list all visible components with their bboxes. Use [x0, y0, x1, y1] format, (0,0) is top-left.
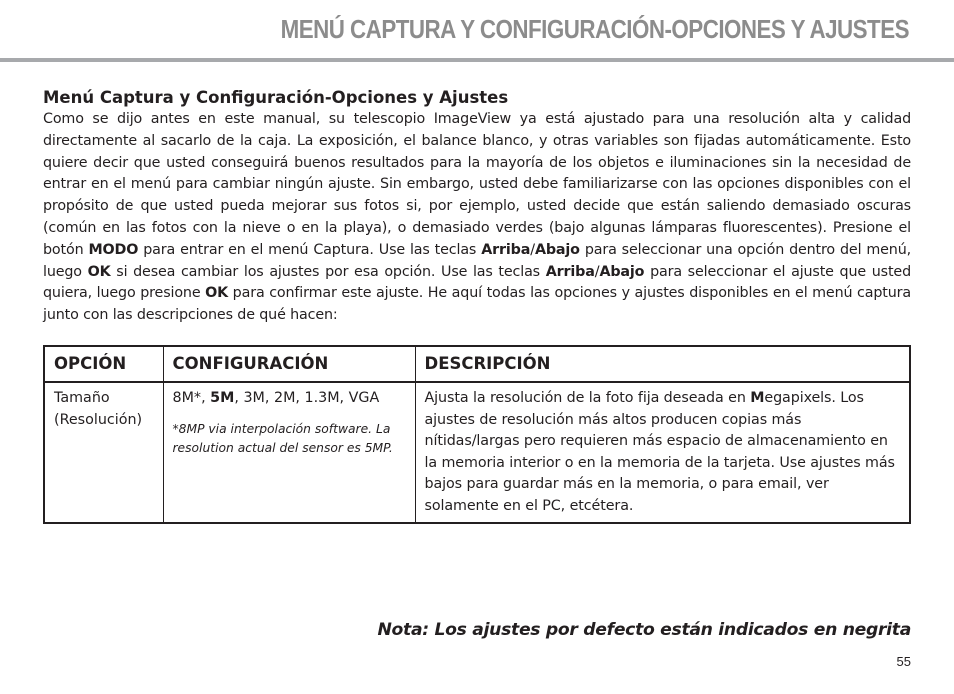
config-default: 5M: [210, 390, 235, 406]
bold-up-key: Arriba: [481, 241, 531, 258]
paragraph-text: para seleccionar el ajuste que usted quiera, luego presione: [43, 263, 911, 302]
paragraph-text: /: [530, 241, 535, 258]
config-footnote: *8MP via interpolación software. La resolution actual del sensor es 5MP.: [172, 421, 393, 455]
desc-text: Ajusta la resolución de la foto fija deseada en: [424, 390, 751, 406]
intro-paragraph: [43, 109, 911, 327]
cell-configuration: [163, 382, 415, 523]
paragraph-text: /: [594, 263, 600, 280]
bold-down-key: Abajo: [599, 263, 645, 280]
config-text: 8M*,: [172, 390, 211, 406]
paragraph-text: Como se dijo antes en este manual, su telescopio ImageView ya está ajustado para una resolución alta y calidad directamente al sacarlo de la caja. La exposición, el balance blanco, y otras variables son fijadas automáticamente. Esto quiere decir que usted conseguirá buenos resultados para la mayoría de los objetos e iluminaciones sin la necesidad de entrar en el menú para cambiar ningún ajuste. Sin embargo, usted debe familiarizarse con las opciones disponibles con el propósito de que usted pueda mejorar sus fotos si, por ejemplo, usted decide que están saliendo demasiado oscuras (común en las fotos con la nieve o en la playa), o demasiado verdes (bajo algunas lámparas fluorescentes). Presione el botón: [43, 111, 911, 258]
paragraph-text: para confirmar este ajuste. He aquí todas las opciones y ajustes disponibles en el menú captura junto con las descripciones de qué hacen:: [43, 285, 911, 324]
config-text: , 3M, 2M, 1.3M, VGA: [234, 390, 380, 406]
header-configuration: CONFIGURACIÓN: [163, 346, 415, 382]
options-table: [43, 345, 911, 524]
page-header-title: MENÚ CAPTURA Y CONFIGURACIÓN-OPCIONES Y AJUSTES: [280, 14, 909, 44]
bold-down-key: Abajo: [534, 241, 580, 258]
header-divider: [0, 58, 954, 62]
desc-bold-letter: M: [750, 390, 765, 406]
desc-text: egapixels. Los ajustes de resolución más altos producen copias más nítidas/largas pero requieren más espacio de almacenamiento en la memoria interior o en la memoria de la tarjeta. Use ajustes más bajos para guardar más en la memoria, o para email, ver solamente en el PC, etcétera.: [424, 390, 895, 514]
config-values: [173, 388, 406, 410]
section-title: Menú Captura y Configuración-Opciones y Ajustes: [43, 88, 509, 107]
paragraph-text: para entrar en el menú Captura. Use las teclas: [138, 241, 482, 258]
defaults-note: Nota: Los ajustes por defecto están indicados en negrita: [377, 620, 911, 640]
page-number: 55: [896, 654, 911, 669]
cell-option: Tamaño (Resolución): [44, 382, 163, 523]
header-option: OPCIÓN: [44, 346, 163, 382]
bold-up-key: Arriba: [545, 263, 595, 280]
bold-ok-key: OK: [87, 263, 111, 280]
paragraph-text: si desea cambiar los ajustes por esa opción. Use las teclas: [110, 263, 546, 280]
header-description: DESCRIPCIÓN: [415, 346, 910, 382]
bold-ok-key: OK: [205, 285, 229, 302]
table-header-row: [44, 346, 910, 382]
cell-description: [415, 382, 910, 523]
table-row: [44, 382, 910, 523]
paragraph-text: para seleccionar una opción dentro del menú, luego: [43, 241, 911, 280]
bold-mode-key: MODO: [88, 241, 139, 258]
